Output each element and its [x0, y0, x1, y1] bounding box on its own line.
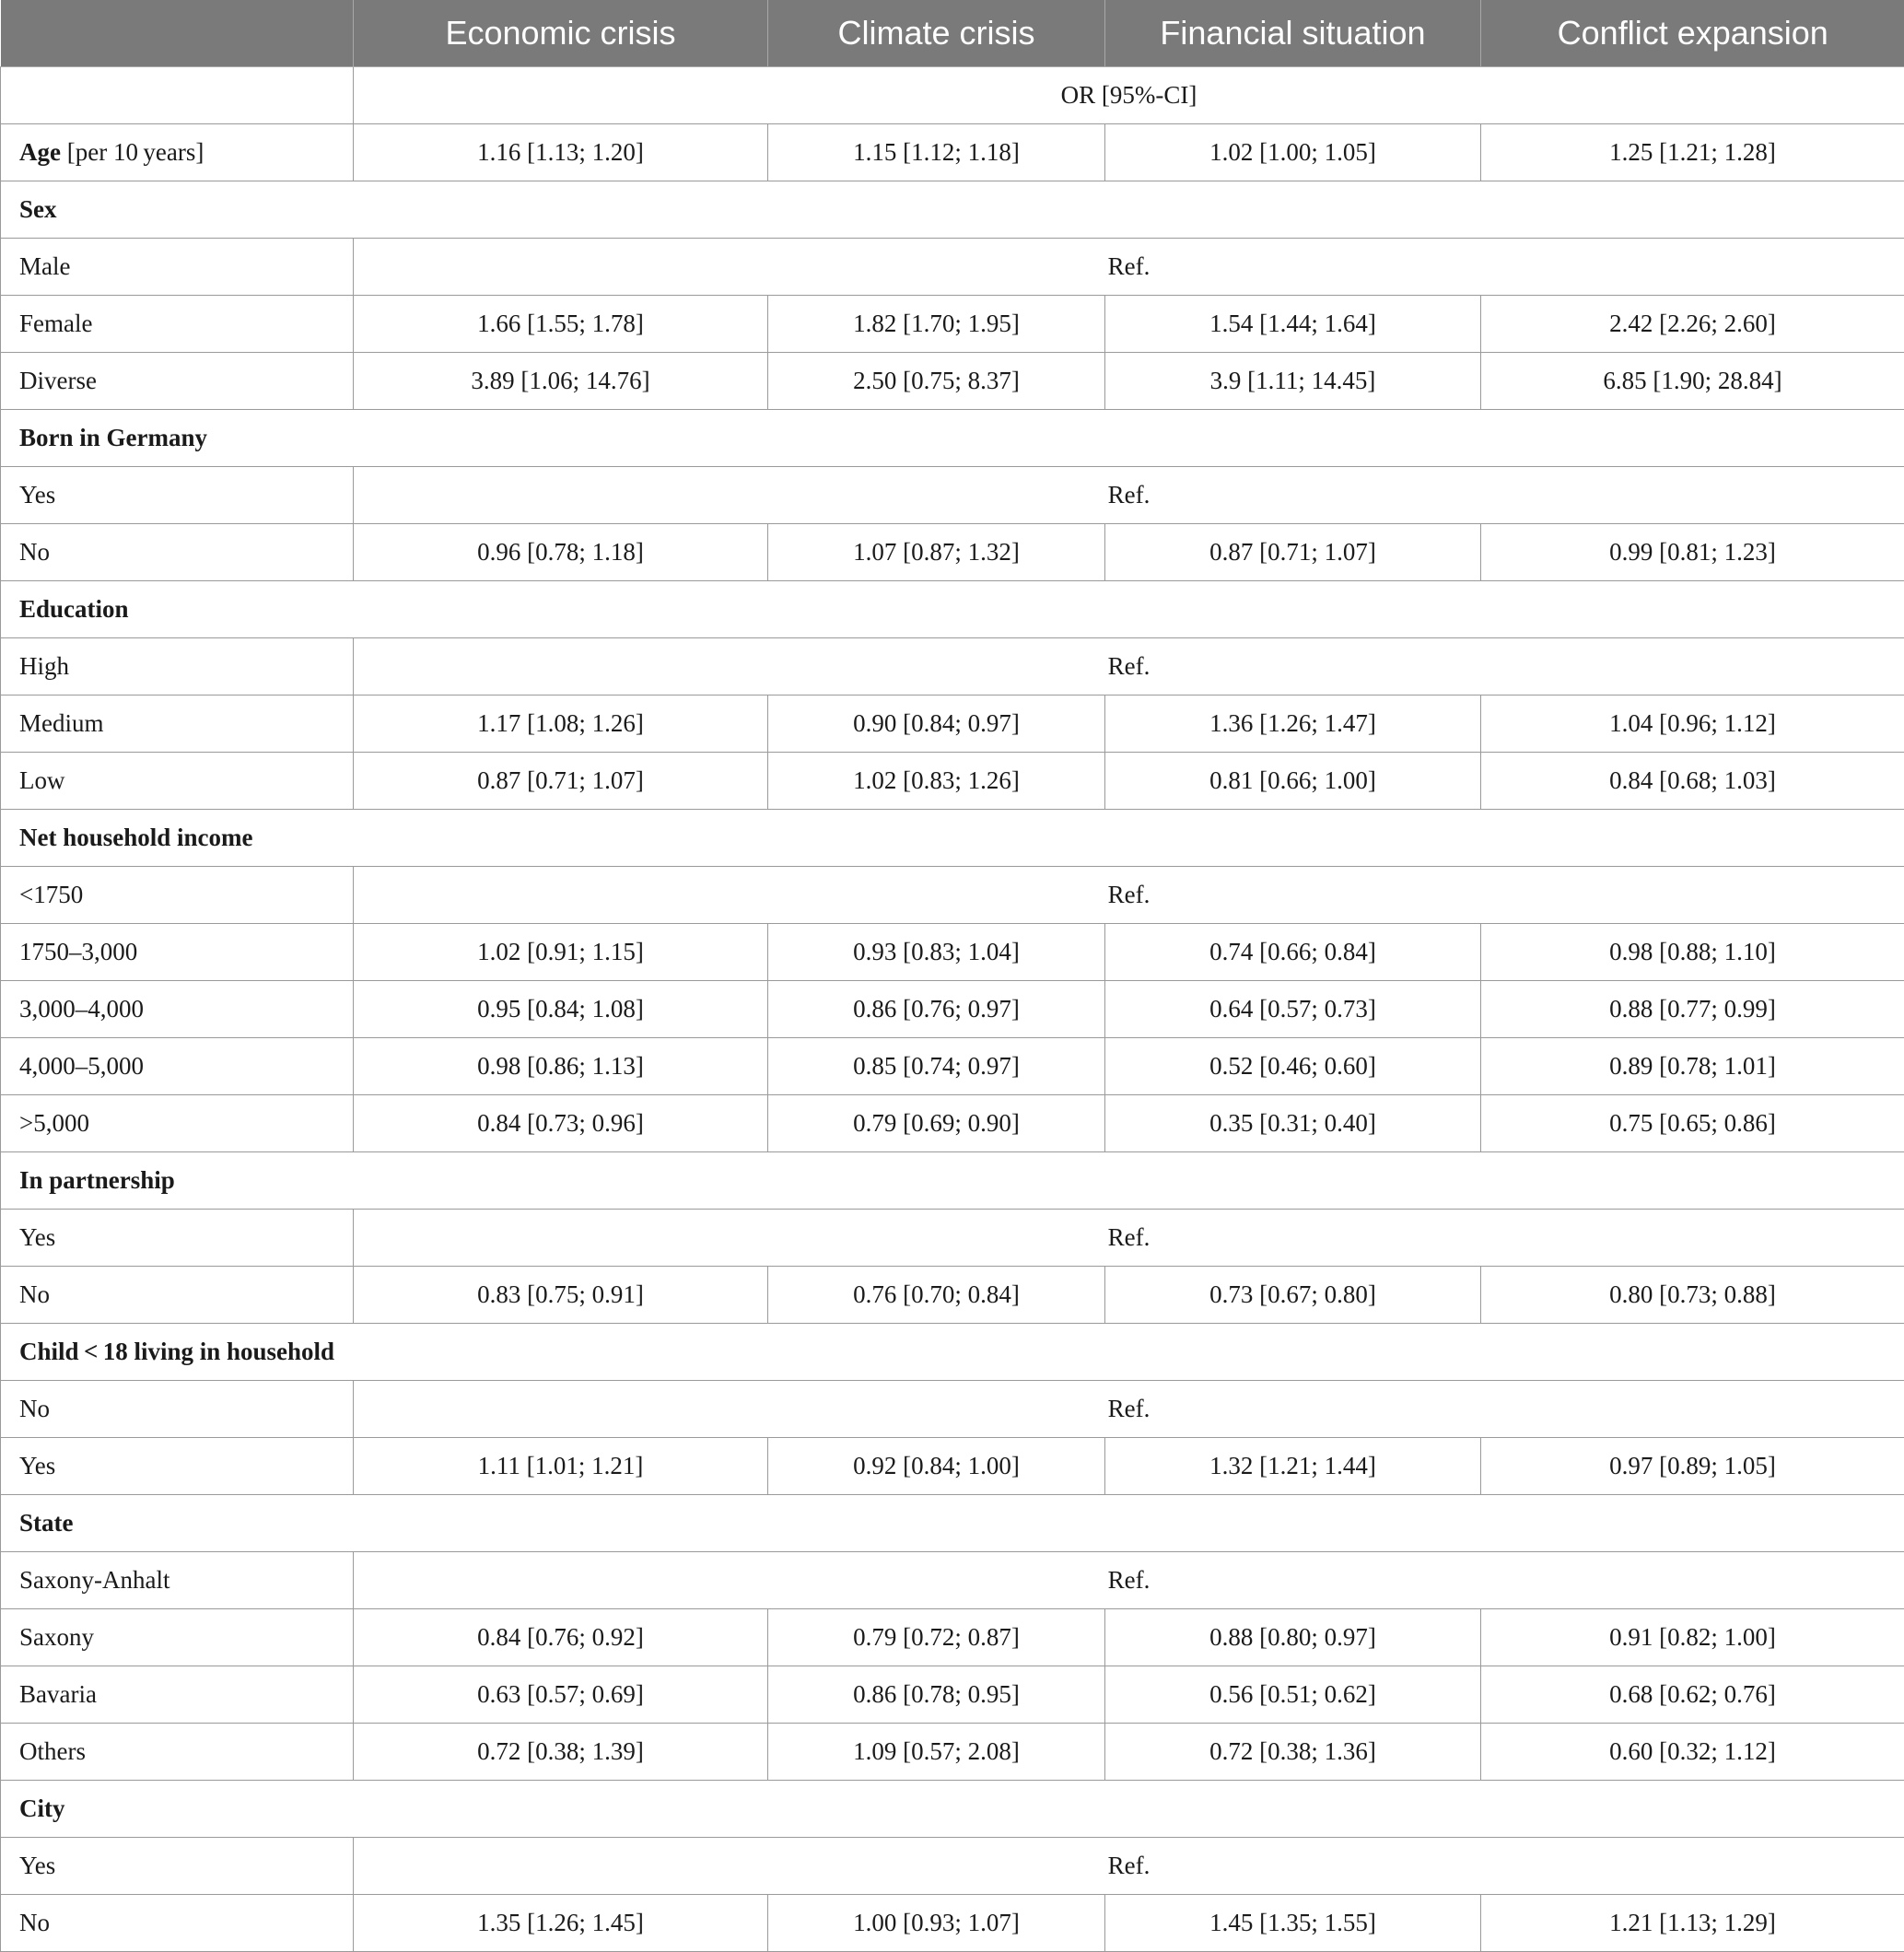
- value-cell: 0.87 [0.71; 1.07]: [354, 753, 768, 810]
- table-row: [1, 1267, 1904, 1324]
- reference-cell: Ref.: [354, 638, 1904, 695]
- header-cell-conflict-expansion: Conflict expansion: [1481, 0, 1904, 67]
- section-row: [1, 810, 1904, 867]
- table-row: [1, 1666, 1904, 1724]
- reference-row: [1, 1552, 1904, 1609]
- value-cell: 0.79 [0.72; 0.87]: [768, 1609, 1105, 1666]
- reference-cell: Ref.: [354, 867, 1904, 924]
- row-label: No: [1, 1895, 354, 1952]
- table-row: [1, 924, 1904, 981]
- value-cell: 0.85 [0.74; 0.97]: [768, 1038, 1105, 1095]
- row-label: No: [1, 1267, 354, 1324]
- row-label: Male: [1, 239, 354, 296]
- value-cell: 0.90 [0.84; 0.97]: [768, 695, 1105, 753]
- section-label: Net household income: [1, 810, 1904, 867]
- value-cell: 0.91 [0.82; 1.00]: [1481, 1609, 1904, 1666]
- value-cell: 0.86 [0.78; 0.95]: [768, 1666, 1105, 1724]
- subheader-row: [1, 67, 1904, 124]
- value-cell: 0.72 [0.38; 1.39]: [354, 1724, 768, 1781]
- reference-cell: Ref.: [354, 467, 1904, 524]
- value-cell: 3.9 [1.11; 14.45]: [1105, 353, 1481, 410]
- value-cell: 1.82 [1.70; 1.95]: [768, 296, 1105, 353]
- table-row: [1, 124, 1904, 181]
- value-cell: 0.84 [0.68; 1.03]: [1481, 753, 1904, 810]
- section-row: [1, 581, 1904, 638]
- section-row: [1, 1495, 1904, 1552]
- reference-cell: Ref.: [354, 1210, 1904, 1267]
- value-cell: 1.36 [1.26; 1.47]: [1105, 695, 1481, 753]
- value-cell: 0.35 [0.31; 0.40]: [1105, 1095, 1481, 1152]
- value-cell: 0.75 [0.65; 0.86]: [1481, 1095, 1904, 1152]
- value-cell: 0.56 [0.51; 0.62]: [1105, 1666, 1481, 1724]
- row-label: Saxony-Anhalt: [1, 1552, 354, 1609]
- row-label: Medium: [1, 695, 354, 753]
- table-row: [1, 1724, 1904, 1781]
- value-cell: 1.17 [1.08; 1.26]: [354, 695, 768, 753]
- value-cell: 0.97 [0.89; 1.05]: [1481, 1438, 1904, 1495]
- value-cell: 1.00 [0.93; 1.07]: [768, 1895, 1105, 1952]
- table-row: [1, 753, 1904, 810]
- value-cell: 0.84 [0.76; 0.92]: [354, 1609, 768, 1666]
- value-cell: 0.98 [0.86; 1.13]: [354, 1038, 768, 1095]
- table-row: [1, 353, 1904, 410]
- table-row: [1, 296, 1904, 353]
- value-cell: 1.07 [0.87; 1.32]: [768, 524, 1105, 581]
- table-row: [1, 1038, 1904, 1095]
- value-cell: 3.89 [1.06; 14.76]: [354, 353, 768, 410]
- header-cell-blank: [1, 0, 354, 67]
- value-cell: 1.35 [1.26; 1.45]: [354, 1895, 768, 1952]
- value-cell: 0.80 [0.73; 0.88]: [1481, 1267, 1904, 1324]
- section-row: [1, 1324, 1904, 1381]
- value-cell: 0.83 [0.75; 0.91]: [354, 1267, 768, 1324]
- value-cell: 1.54 [1.44; 1.64]: [1105, 296, 1481, 353]
- value-cell: 0.96 [0.78; 1.18]: [354, 524, 768, 581]
- reference-row: [1, 867, 1904, 924]
- row-label: 3,000–4,000: [1, 981, 354, 1038]
- reference-cell: Ref.: [354, 1552, 1904, 1609]
- header-cell-climate-crisis: Climate crisis: [768, 0, 1105, 67]
- row-label: [1, 124, 354, 181]
- section-row: [1, 1152, 1904, 1210]
- section-label: Sex: [1, 181, 1904, 239]
- value-cell: 0.64 [0.57; 0.73]: [1105, 981, 1481, 1038]
- row-label: Yes: [1, 1438, 354, 1495]
- value-cell: 0.84 [0.73; 0.96]: [354, 1095, 768, 1152]
- value-cell: 1.02 [1.00; 1.05]: [1105, 124, 1481, 181]
- row-label: 1750–3,000: [1, 924, 354, 981]
- row-label: >5,000: [1, 1095, 354, 1152]
- value-cell: 0.52 [0.46; 0.60]: [1105, 1038, 1481, 1095]
- row-label: Female: [1, 296, 354, 353]
- value-cell: 1.25 [1.21; 1.28]: [1481, 124, 1904, 181]
- row-label: Diverse: [1, 353, 354, 410]
- value-cell: 0.89 [0.78; 1.01]: [1481, 1038, 1904, 1095]
- row-label: No: [1, 1381, 354, 1438]
- value-cell: 1.15 [1.12; 1.18]: [768, 124, 1105, 181]
- value-cell: 1.16 [1.13; 1.20]: [354, 124, 768, 181]
- table-row: [1, 1095, 1904, 1152]
- value-cell: 0.63 [0.57; 0.69]: [354, 1666, 768, 1724]
- value-cell: 2.42 [2.26; 2.60]: [1481, 296, 1904, 353]
- reference-row: [1, 239, 1904, 296]
- table-row: [1, 1609, 1904, 1666]
- value-cell: 1.21 [1.13; 1.29]: [1481, 1895, 1904, 1952]
- reference-row: [1, 467, 1904, 524]
- table-body: [1, 67, 1904, 1952]
- value-cell: 6.85 [1.90; 28.84]: [1481, 353, 1904, 410]
- value-cell: 0.95 [0.84; 1.08]: [354, 981, 768, 1038]
- row-label: Saxony: [1, 1609, 354, 1666]
- table-row: [1, 981, 1904, 1038]
- header-row: [1, 0, 1904, 67]
- value-cell: 1.02 [0.83; 1.26]: [768, 753, 1105, 810]
- header-cell-economic-crisis: Economic crisis: [354, 0, 768, 67]
- value-cell: 0.88 [0.80; 0.97]: [1105, 1609, 1481, 1666]
- value-cell: 2.50 [0.75; 8.37]: [768, 353, 1105, 410]
- value-cell: 0.98 [0.88; 1.10]: [1481, 924, 1904, 981]
- value-cell: 0.88 [0.77; 0.99]: [1481, 981, 1904, 1038]
- table-row: [1, 1438, 1904, 1495]
- value-cell: 0.68 [0.62; 0.76]: [1481, 1666, 1904, 1724]
- row-label: No: [1, 524, 354, 581]
- table-row: [1, 1895, 1904, 1952]
- value-cell: 1.32 [1.21; 1.44]: [1105, 1438, 1481, 1495]
- row-label: Yes: [1, 1838, 354, 1895]
- reference-cell: Ref.: [354, 1838, 1904, 1895]
- value-cell: 1.45 [1.35; 1.55]: [1105, 1895, 1481, 1952]
- value-cell: 0.81 [0.66; 1.00]: [1105, 753, 1481, 810]
- value-cell: 0.79 [0.69; 0.90]: [768, 1095, 1105, 1152]
- section-row: [1, 410, 1904, 467]
- value-cell: 0.74 [0.66; 0.84]: [1105, 924, 1481, 981]
- value-cell: 0.60 [0.32; 1.12]: [1481, 1724, 1904, 1781]
- section-label: Child < 18 living in household: [1, 1324, 1904, 1381]
- row-label-bold: Age: [19, 138, 61, 166]
- value-cell: 1.09 [0.57; 2.08]: [768, 1724, 1105, 1781]
- value-cell: 1.66 [1.55; 1.78]: [354, 296, 768, 353]
- row-label: Others: [1, 1724, 354, 1781]
- row-label: High: [1, 638, 354, 695]
- value-cell: 1.02 [0.91; 1.15]: [354, 924, 768, 981]
- subheader-cell: OR [95%-CI]: [354, 67, 1904, 124]
- header-cell-financial-situation: Financial situation: [1105, 0, 1481, 67]
- value-cell: 0.76 [0.70; 0.84]: [768, 1267, 1105, 1324]
- table-row: [1, 524, 1904, 581]
- row-label: Yes: [1, 1210, 354, 1267]
- table-header: [1, 0, 1904, 67]
- section-row: [1, 1781, 1904, 1838]
- section-label: In partnership: [1, 1152, 1904, 1210]
- reference-row: [1, 1381, 1904, 1438]
- reference-cell: Ref.: [354, 239, 1904, 296]
- value-cell: 1.04 [0.96; 1.12]: [1481, 695, 1904, 753]
- reference-row: [1, 638, 1904, 695]
- row-label: <1750: [1, 867, 354, 924]
- value-cell: 0.73 [0.67; 0.80]: [1105, 1267, 1481, 1324]
- table-row: [1, 695, 1904, 753]
- section-label: City: [1, 1781, 1904, 1838]
- section-label: Born in Germany: [1, 410, 1904, 467]
- row-label: Bavaria: [1, 1666, 354, 1724]
- value-cell: 0.72 [0.38; 1.36]: [1105, 1724, 1481, 1781]
- row-label: Yes: [1, 467, 354, 524]
- row-label: 4,000–5,000: [1, 1038, 354, 1095]
- reference-row: [1, 1210, 1904, 1267]
- value-cell: 0.86 [0.76; 0.97]: [768, 981, 1105, 1038]
- row-label-suffix: [per 10 years]: [61, 138, 204, 166]
- section-label: State: [1, 1495, 1904, 1552]
- section-label: Education: [1, 581, 1904, 638]
- value-cell: 0.93 [0.83; 1.04]: [768, 924, 1105, 981]
- value-cell: 0.92 [0.84; 1.00]: [768, 1438, 1105, 1495]
- reference-cell: Ref.: [354, 1381, 1904, 1438]
- value-cell: 0.87 [0.71; 1.07]: [1105, 524, 1481, 581]
- reference-row: [1, 1838, 1904, 1895]
- value-cell: 1.11 [1.01; 1.21]: [354, 1438, 768, 1495]
- value-cell: 0.99 [0.81; 1.23]: [1481, 524, 1904, 581]
- row-label: Low: [1, 753, 354, 810]
- section-row: [1, 181, 1904, 239]
- subheader-blank-cell: [1, 67, 354, 124]
